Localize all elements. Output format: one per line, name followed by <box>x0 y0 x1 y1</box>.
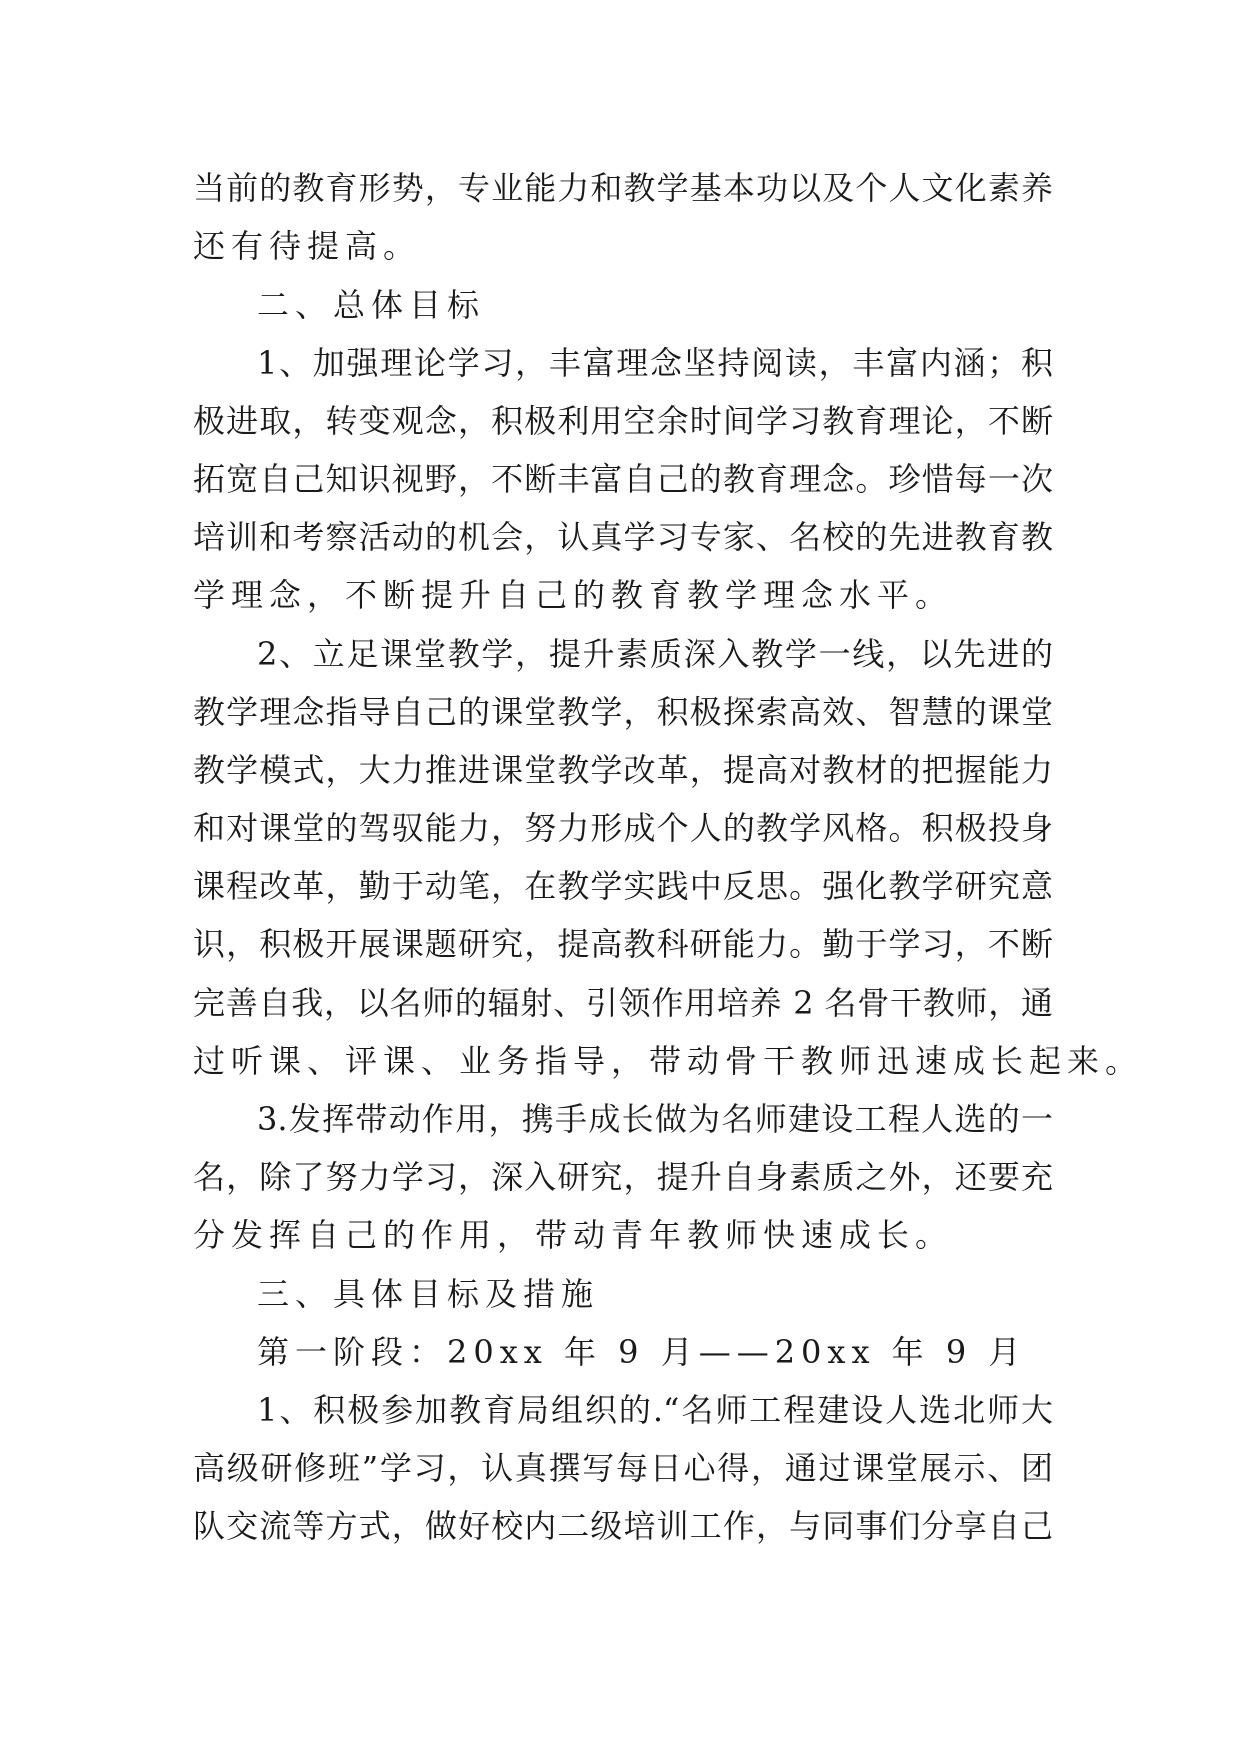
text-line: 完善自我，以名师的辐射、引领作用培养 2 名骨干教师，通 <box>193 984 1053 1022</box>
text-line: 识，积极开展课题研究，提高教科研能力。勤于学习，不断 <box>193 925 1053 963</box>
text-line: 还有待提高。 <box>193 227 422 265</box>
text-line: 教学理念指导自己的课堂教学，积极探索高效、智慧的课堂 <box>193 693 1053 731</box>
text-line: 3.发挥带动作用，携手成长做为名师建设工程人选的一 <box>257 1100 1053 1138</box>
section-heading: 二、总体目标 <box>257 286 486 324</box>
text-line: 队交流等方式，做好校内二级培训工作，与同事们分享自己 <box>193 1507 1053 1545</box>
text-line: 教学模式，大力推进课堂教学改革，提高对教材的把握能力 <box>193 751 1053 789</box>
text-line: 1、加强理论学习，丰富理念坚持阅读，丰富内涵；积 <box>257 344 1053 382</box>
text-line: 高级研修班”学习，认真撰写每日心得，通过课堂展示、团 <box>193 1449 1053 1487</box>
text-line: 分发挥自己的作用，带动青年教师快速成长。 <box>193 1216 954 1254</box>
text-line: 极进取，转变观念，积极利用空余时间学习教育理论，不断 <box>193 402 1053 440</box>
text-line: 2、立足课堂教学，提升素质深入教学一线，以先进的 <box>257 635 1053 673</box>
text-line: 过听课、评课、业务指导，带动骨干教师迅速成长起来。 <box>193 1042 1144 1080</box>
text-line: 课程改革，勤于动笔，在教学实践中反思。强化教学研究意 <box>193 867 1053 905</box>
text-line: 培训和考察活动的机会，认真学习专家、名校的先进教育教 <box>193 518 1053 556</box>
stage-heading: 第一阶段：20xx 年 9 月——20xx 年 9 月 <box>257 1333 1027 1371</box>
section-heading: 三、具体目标及措施 <box>257 1275 600 1313</box>
text-line: 拓宽自己知识视野，不断丰富自己的教育理念。珍惜每一次 <box>193 460 1053 498</box>
text-line: 当前的教育形势，专业能力和教学基本功以及个人文化素养 <box>193 169 1053 207</box>
text-line: 名，除了努力学习，深入研究，提升自身素质之外，还要充 <box>193 1158 1053 1196</box>
text-line: 1、积极参加教育局组织的.“名师工程建设人选北师大 <box>257 1391 1053 1429</box>
text-line: 学理念，不断提升自己的教育教学理念水平。 <box>193 576 954 614</box>
text-line: 和对课堂的驾驭能力，努力形成个人的教学风格。积极投身 <box>193 809 1053 847</box>
